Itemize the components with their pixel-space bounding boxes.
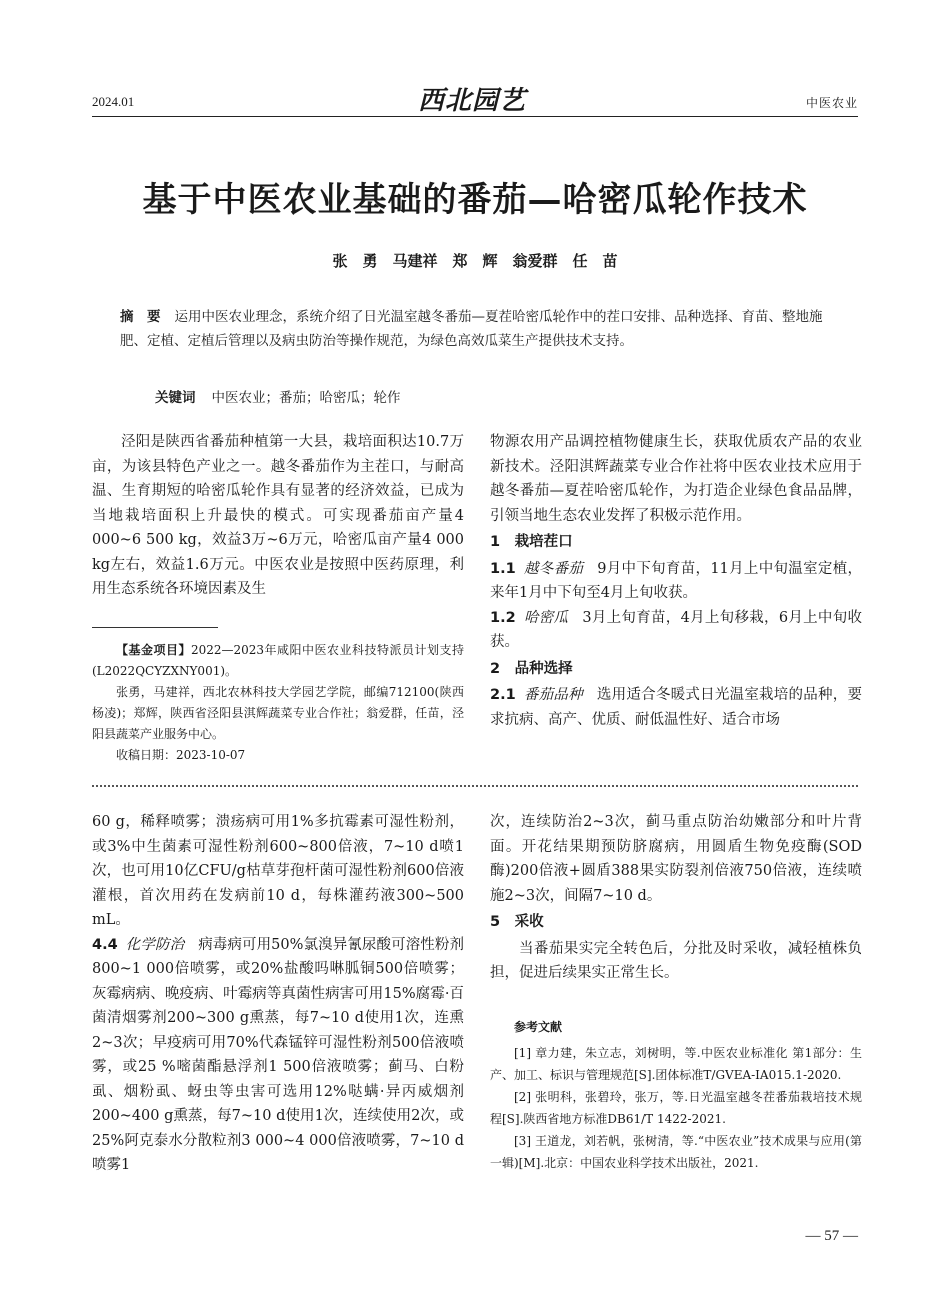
article-authors: 张 勇 马建祥 郑 辉 翁爱群 任 苗 (332, 252, 618, 270)
section-1-2-number: 1.2 (490, 609, 516, 626)
section-1-1-number: 1.1 (490, 560, 516, 577)
keywords-label: 关键词 (155, 390, 196, 406)
header-rule (92, 116, 858, 117)
page-divider (92, 785, 858, 787)
chemical-control-continued: 次，连续防治2~3次，蓟马重点防治幼嫩部分和叶片背面。开花结果期预防脐腐病，用圆盾生物免疫酶(SOD酶)200倍液+圆盾388果实防裂剂倍液750倍液，连续喷施2~3次，间隔7~10 d。 (490, 814, 862, 904)
fund-label: 【基金项目】 (116, 643, 191, 657)
disease-control-continued: 60 g，稀释喷雾；溃疡病可用1%多抗霉素可湿性粉剂，或3%中生菌素可湿性粉剂600~800倍液，7~10 d喷1次，也可用10亿CFU/g枯草芽孢杆菌可湿性粉剂600倍液灌根，首次用药在发病前10 d，每株灌药液300~500 mL。 (92, 814, 464, 928)
section-name: 中医农业 (805, 96, 858, 110)
keywords-text: 中医农业；番茄；哈密瓜；轮作 (211, 390, 401, 406)
abstract-label: 摘 要 (120, 309, 161, 325)
section-1-2 (490, 606, 862, 655)
keywords (155, 386, 401, 406)
section-1-heading: 1 栽培茬口 (490, 534, 573, 550)
section-4-4-text: 病毒病可用50%氯溴异氰尿酸可溶性粉剂800~1 000倍喷雾，或20%盐酸吗啉胍铜500倍喷雾；灰霉病病、晚疫病、叶霉病等真菌性病害可用15%腐霉·百菌清烟雾剂200~300 g熏蒸，每7~10 d使用1次，连熏2~3次；早疫病可用70%代森锰锌可湿性粉剂500倍液喷雾，或25 %嘧菌酯悬浮剂1 500倍液喷雾；蓟马、白粉虱、烟粉虱、蚜虫等虫害可选用12%哒螨·异丙威烟剂200~400 g熏蒸，每7~10 d使用1次，连续使用2次，或25%阿克泰水分散粒剂3 000~4 000倍液喷雾，7~10 d喷雾1 (92, 936, 464, 1173)
issue-date: 2024.01 (92, 94, 135, 109)
column-top-right (490, 430, 862, 732)
section-1-2-text: 3月上旬育苗，4月上旬移栽，6月上中旬收获。 (490, 609, 862, 650)
intro-continued: 物源农用产品调控植物健康生长，获取优质农产品的农业新技术。泾阳淇辉蔬菜专业合作社将中医农业技术应用于越冬番茄—夏茬哈密瓜轮作，为打造企业绿色食品品牌，引领当地生态农业发挥了积极示范作用。 (490, 434, 862, 524)
reference-item: [3] 王道龙，刘若帆，张树清，等.“中医农业”技术成果与应用(第一辑)[M].北京：中国农业科学技术出版社，2021. (490, 1134, 862, 1170)
references-heading: 参考文献 (514, 1020, 563, 1034)
section-1-1-label: 越冬番茄 (523, 560, 584, 577)
column-bottom-left (92, 810, 464, 1178)
intro-paragraph: 泾阳是陕西省番茄种植第一大县，栽培面积达10.7万亩，为该县特色产业之一。越冬番茄作为主茬口，与耐高温、生育期短的哈密瓜轮作具有显著的经济效益，已成为当地栽培面积上升最快的模式。可实现番茄亩产量4 000~6 500 kg，效益3万~6万元，哈密瓜亩产量4 000 kg左右，效益1.6万元。中医农业是按照中医药原理，利用生态系统各环境因素及生 (92, 434, 464, 597)
page-number: — 57 — (805, 1228, 858, 1244)
section-1-2-label: 哈密瓜 (523, 609, 569, 626)
section-2-heading: 2 品种选择 (490, 660, 573, 677)
section-5-text: 当番茄果实完全转色后，分批及时采收，减轻植株负担，促进后续果实正常生长。 (490, 940, 862, 981)
column-bottom-right (490, 810, 862, 986)
section-5-heading: 5 采收 (490, 914, 544, 930)
footnote (92, 640, 464, 766)
section-4-4-number: 4.4 (92, 936, 118, 953)
journal-logo: 西北园艺 (418, 86, 527, 116)
author-affiliations: 张勇，马建祥，西北农林科技大学园艺学院，邮编712100(陕西杨凌)；郑辉，陕西省泾阳县淇辉蔬菜专业合作社；翁爱群，任苗，泾阳县蔬菜产业服务中心。 (92, 685, 464, 741)
article-title: 基于中医农业基础的番茄—哈密瓜轮作技术 (142, 180, 808, 220)
section-4-4 (92, 933, 464, 1178)
section-4-4-label: 化学防治 (125, 936, 185, 953)
section-1-1 (490, 557, 862, 606)
received-date: 收稿日期：2023-10-07 (116, 748, 246, 762)
references (490, 1016, 862, 1174)
fund-text: 2022—2023年咸阳中医农业科技特派员计划支持(L2022QCYZXNY001)。 (92, 643, 464, 678)
section-2-1-text: 选用适合冬暖式日光温室栽培的品种，要求抗病、高产、优质、耐低温性好、适合市场 (490, 687, 863, 728)
column-top-left (92, 430, 464, 602)
reference-item: [1] 章力建，朱立志，刘树明，等.中医农业标准化 第1部分：生产、加工、标识与管理规范[S].团体标准T/GVEA-IA015.1-2020. (490, 1046, 862, 1082)
footnote-rule (92, 627, 218, 628)
section-1-1-text: 9月中下旬育苗，11月上中旬温室定植，来年1月中下旬至4月上旬收获。 (490, 560, 862, 601)
reference-item: [2] 张明科，张碧玲，张万，等.日光温室越冬茬番茄栽培技术规程[S].陕西省地方标准DB61/T 1422-2021. (490, 1090, 862, 1126)
abstract (120, 305, 832, 353)
abstract-text: 运用中医农业理念，系统介绍了日光温室越冬番茄—夏茬哈密瓜轮作中的茬口安排、品种选择、育苗、整地施肥、定植、定植后管理以及病虫防治等操作规范，为绿色高效瓜菜生产提供技术支持。 (120, 309, 823, 349)
section-2-1-number: 2.1 (490, 687, 516, 703)
section-2-1-label: 番茄品种 (523, 687, 583, 703)
section-2-1 (490, 683, 862, 732)
